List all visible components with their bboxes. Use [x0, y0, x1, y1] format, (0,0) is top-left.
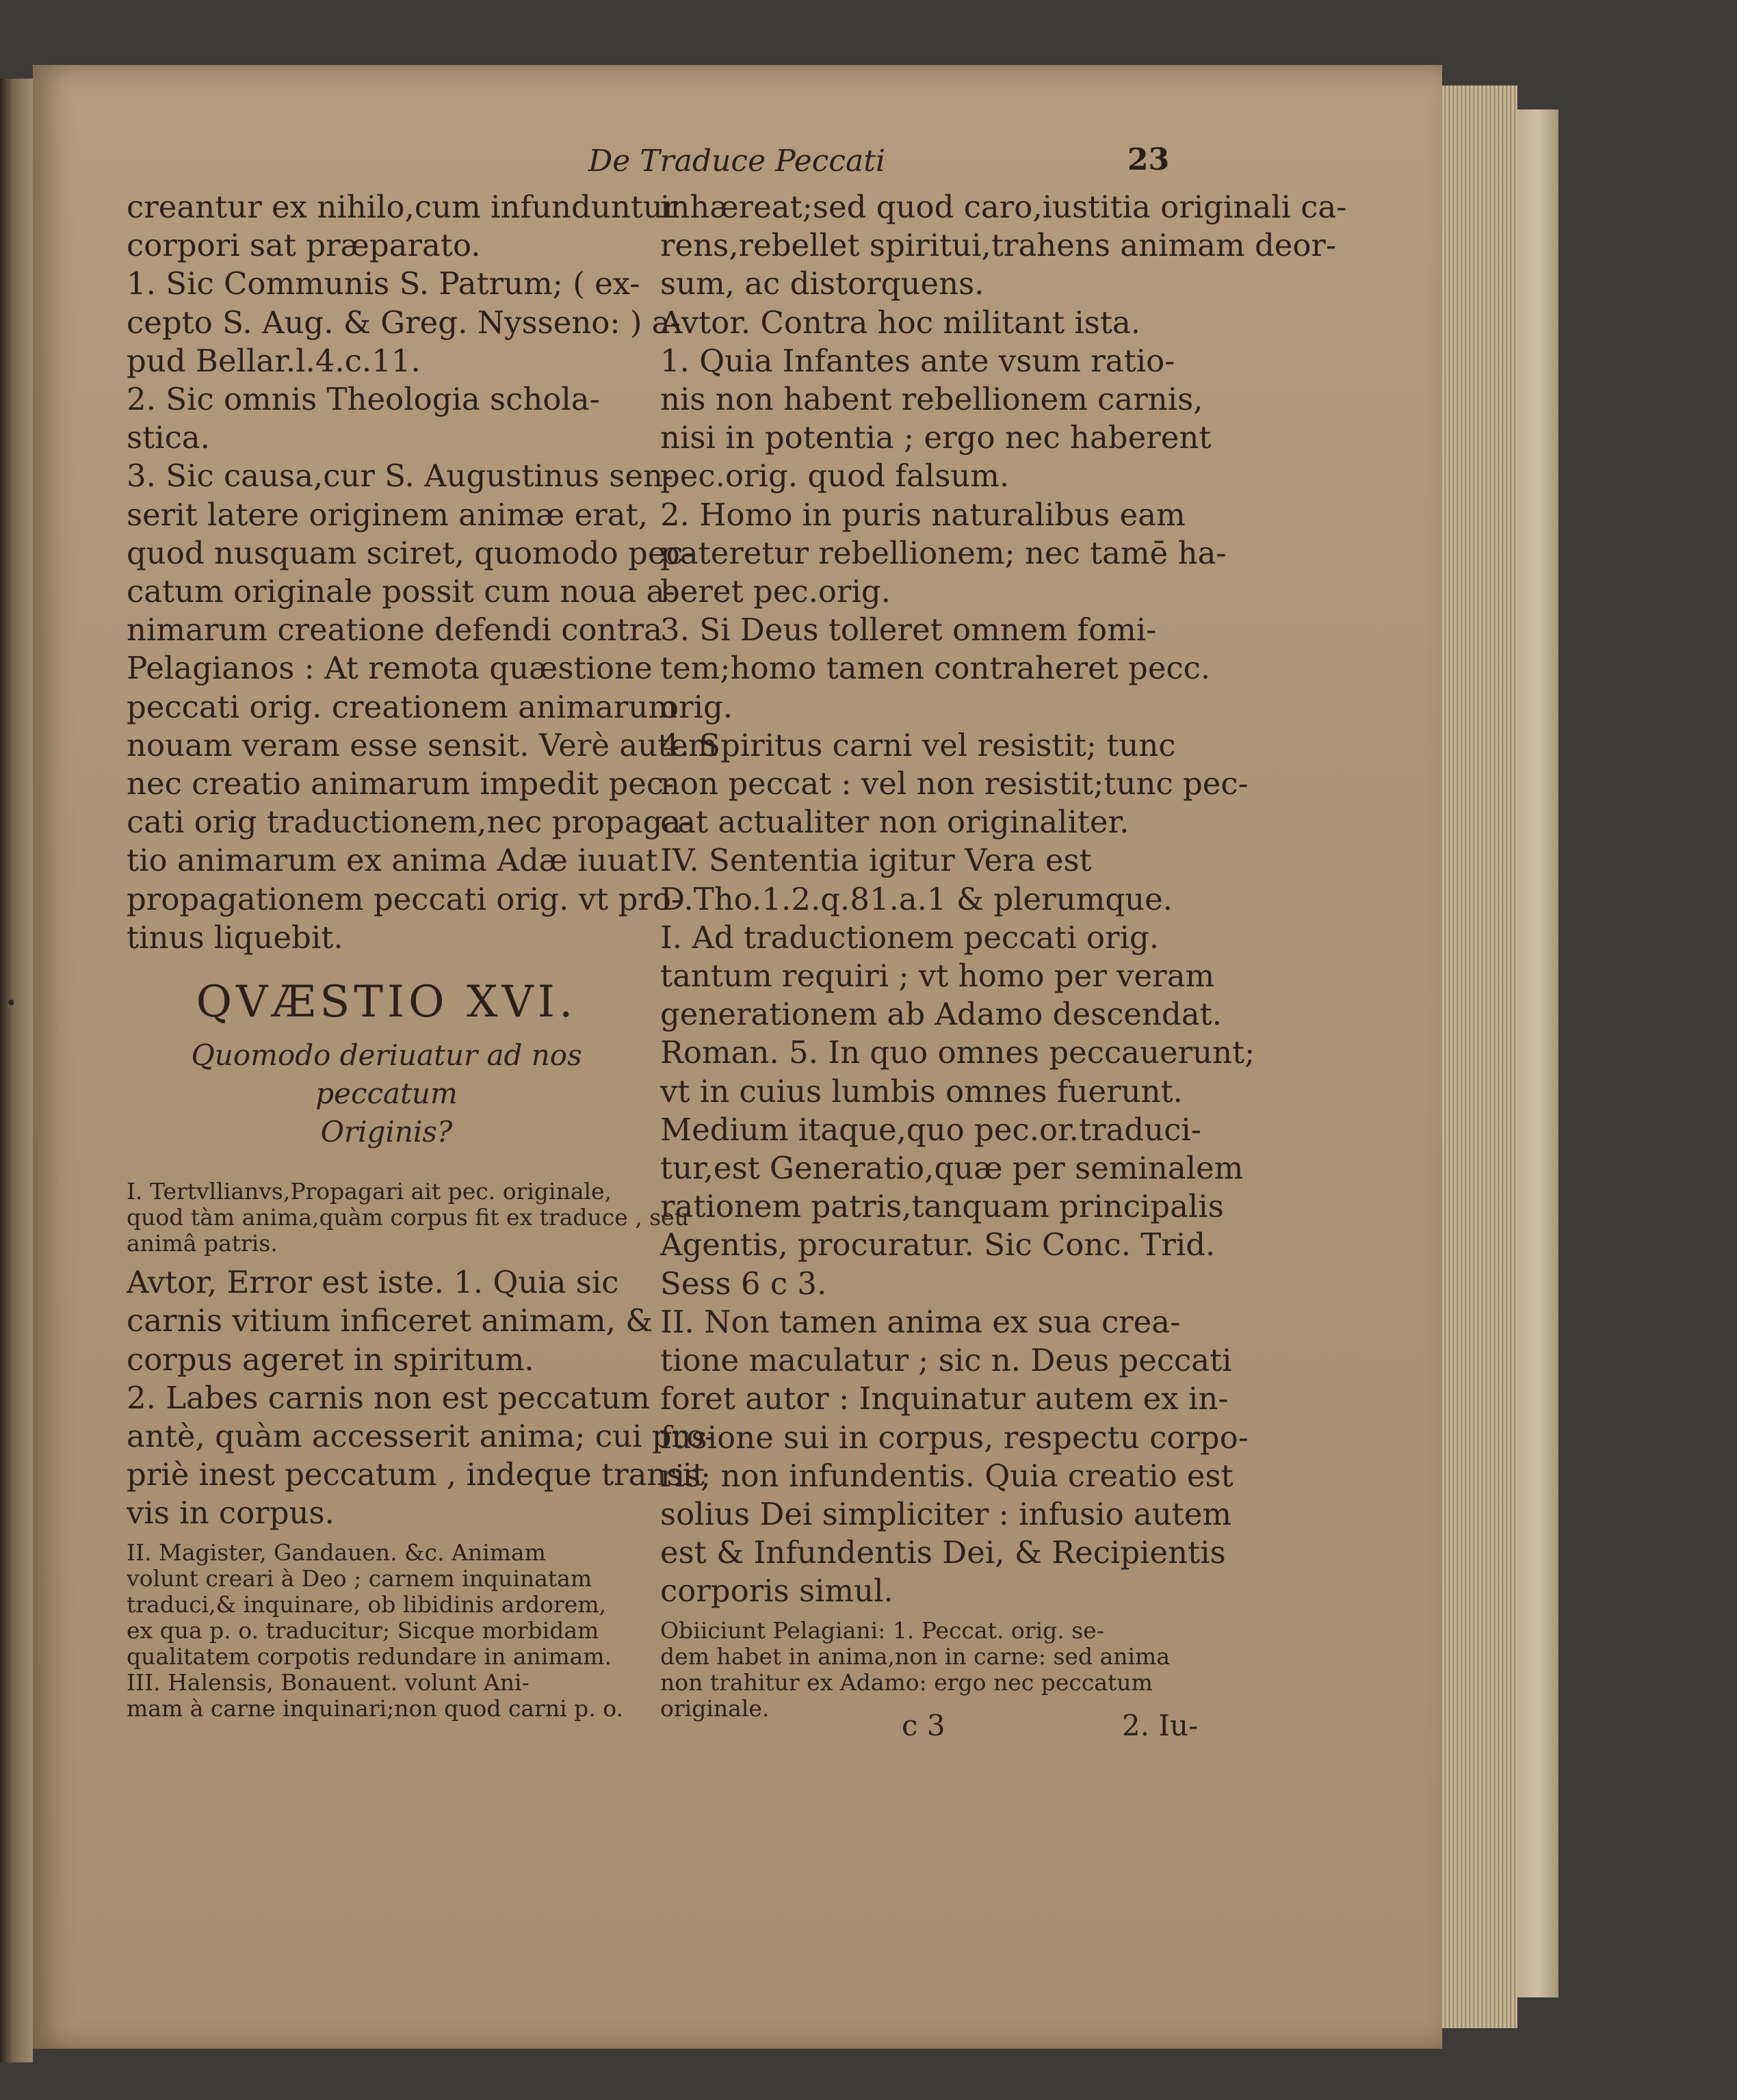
text-line: volunt creari à Deo ; carnem inquinatam [127, 1564, 592, 1592]
text-line: mam à carne inquinari;non quod carni p. o. [127, 1694, 624, 1722]
text-line: 3. Sic causa,cur S. Augustinus sen- [127, 458, 674, 495]
quaestio-subtitle [127, 1036, 647, 1151]
signature-mark: c 3 [902, 1709, 945, 1742]
text-line: quod tàm anima,quàm corpus fit ex traduce , seu [127, 1204, 689, 1231]
text-line: pec.orig. quod falsum. [660, 458, 1010, 495]
text-line: nis non habent rebellionem carnis, [660, 381, 1203, 418]
text-line: Avtor, Error est iste. 1. Quia sic [127, 1264, 619, 1301]
left-text-block-b [127, 1263, 716, 1532]
text-line: stica. [127, 419, 210, 456]
page-edges [1442, 86, 1517, 2028]
text-line: corporis simul. [660, 1573, 893, 1610]
text-line: ex qua p. o. traducitur; Sicque morbidam [127, 1616, 599, 1644]
text-line: priè inest peccatum , indeque transit [127, 1456, 705, 1493]
text-line: rens,rebellet spiritui,trahens animam deor- [660, 227, 1337, 264]
page-edges-outer [1517, 109, 1558, 1997]
text-line: dem habet in anima,non in carne: sed anima [660, 1642, 1171, 1670]
text-line: corpori sat præparato. [127, 227, 481, 264]
text-line: nimarum creatione defendi contra [127, 612, 662, 648]
text-line: non peccat : vel non resistit;tunc pec- [660, 765, 1249, 802]
running-title: De Traduce Peccati [588, 144, 886, 179]
text-line: antè, quàm accesserit anima; cui pro- [127, 1418, 716, 1455]
book-left-edge [0, 79, 33, 2062]
text-line: D.Tho.1.2.q.81.a.1 & plerumque. [660, 880, 1173, 917]
text-line: nec creatio animarum impedit pec- [127, 765, 675, 802]
text-line: qualitatem corpotis redundare in animam. [127, 1642, 612, 1670]
right-small-block [660, 1618, 1180, 1722]
catchword: 2. Iu- [1122, 1709, 1199, 1742]
right-column [660, 188, 1347, 1722]
text-line: traduci,& inquinare, ob libidinis ardorem, [127, 1590, 607, 1618]
text-line: cat actualiter non originaliter. [660, 804, 1129, 841]
text-line: I. Ad traductionem peccati orig. [660, 919, 1160, 956]
text-line: fusione sui in corpus, respectu corpo- [660, 1419, 1249, 1456]
text-line: tione maculatur ; sic n. Deus peccati [660, 1342, 1232, 1379]
text-line: I. Tertvllianvs,Propagari ait pec. originale, [127, 1178, 612, 1205]
quaestio-subtitle-line: Originis? [320, 1115, 453, 1149]
text-line: 4. Spiritus carni vel resistit; tunc [660, 726, 1176, 763]
left-small-block-a [127, 1178, 689, 1257]
text-line: originale. [660, 1694, 770, 1722]
text-line: est & Infundentis Dei, & Recipientis [660, 1534, 1226, 1571]
text-line: carnis vitium inficeret animam, & [127, 1302, 653, 1339]
text-line: 3. Si Deus tolleret omnem fomi- [660, 612, 1157, 648]
text-line: nisi in potentia ; ergo nec haberent [660, 419, 1212, 456]
text-line: catum originale possit cum noua a- [127, 573, 675, 610]
text-line: beret pec.orig. [660, 573, 891, 610]
quaestio-subtitle-line: Quomodo deriuatur ad nos peccatum [191, 1038, 582, 1111]
text-line: vt in cuius lumbis omnes fuerunt. [660, 1073, 1183, 1110]
text-line: generationem ab Adamo descendat. [660, 996, 1223, 1033]
text-line: nouam veram esse sensit. Verè autem [127, 726, 718, 763]
text-line: corpus ageret in spiritum. [127, 1341, 534, 1378]
left-small-block-b [127, 1540, 647, 1722]
text-line: III. Halensis, Bonauent. volunt Ani- [127, 1668, 530, 1696]
left-text-block-a [127, 188, 718, 957]
text-line: pud Bellar.l.4.c.11. [127, 342, 421, 379]
left-column [127, 188, 718, 1722]
text-line: IV. Sententia igitur Vera est [660, 842, 1092, 879]
text-line: cati orig traductionem,nec propaga- [127, 804, 692, 841]
text-line: 2. Labes carnis non est peccatum [127, 1379, 650, 1416]
text-line: animâ patris. [127, 1230, 278, 1257]
text-line: tio animarum ex anima Adæ iuuat [127, 842, 658, 879]
text-line: Avtor. Contra hoc militant ista. [660, 304, 1141, 341]
text-line: Agentis, procuratur. Sic Conc. Trid. [660, 1226, 1216, 1263]
text-line: 2. Homo in puris naturalibus eam [660, 496, 1186, 533]
text-line: Pelagianos : At remota quæstione [127, 650, 653, 687]
text-line: Medium itaque,quo pec.or.traduci- [660, 1111, 1201, 1148]
text-line: tur,est Generatio,quæ per seminalem [660, 1150, 1244, 1187]
text-line: tem;homo tamen contraheret pecc. [660, 650, 1211, 687]
text-line: peccati orig. creationem animarum [127, 688, 678, 725]
text-line: cepto S. Aug. & Greg. Nysseno: ) a- [127, 304, 681, 341]
text-line: inhæreat;sed quod caro,iustitia originali ca- [660, 189, 1347, 225]
page-number: 23 [1127, 142, 1170, 177]
text-line: II. Magister, Gandauen. &c. Animam [127, 1538, 546, 1566]
text-line: ris; non infundentis. Quia creatio est [660, 1457, 1233, 1494]
text-line: Obiiciunt Pelagiani: 1. Peccat. orig. se- [660, 1616, 1104, 1644]
text-line: 1. Sic Communis S. Patrum; ( ex- [127, 265, 640, 302]
text-line: vis in corpus. [127, 1495, 335, 1532]
text-line: Roman. 5. In quo omnes peccauerunt; [660, 1034, 1255, 1071]
text-line: quod nusquam sciret, quomodo pec- [127, 534, 694, 571]
text-line: 1. Quia Infantes ante vsum ratio- [660, 342, 1175, 379]
text-line: sum, ac distorquens. [660, 265, 984, 302]
text-line: tinus liquebit. [127, 919, 343, 956]
text-line: propagationem peccati orig. vt pro- [127, 880, 682, 917]
quaestio-heading: QVÆSTIO XVI. [196, 977, 577, 1028]
text-line: 2. Sic omnis Theologia schola- [127, 381, 600, 418]
text-line: solius Dei simpliciter : infusio autem [660, 1495, 1232, 1532]
right-text-block [660, 188, 1347, 1611]
text-line: Sess 6 c 3. [660, 1265, 827, 1302]
text-line: non trahitur ex Adamo: ergo nec peccatum [660, 1668, 1153, 1696]
text-line: pateretur rebellionem; nec tamē ha- [660, 534, 1227, 571]
text-line: tantum requiri ; vt homo per veram [660, 958, 1215, 995]
margin-mark: • [5, 992, 17, 1014]
text-line: II. Non tamen anima ex sua crea- [660, 1303, 1181, 1340]
text-line: orig. [660, 688, 733, 725]
text-line: serit latere originem animæ erat, [127, 496, 649, 533]
text-line: creantur ex nihilo,cum infunduntur [127, 189, 678, 225]
text-line: rationem patris,tanquam principalis [660, 1188, 1224, 1225]
text-line: foret autor : Inquinatur autem ex in- [660, 1380, 1229, 1417]
